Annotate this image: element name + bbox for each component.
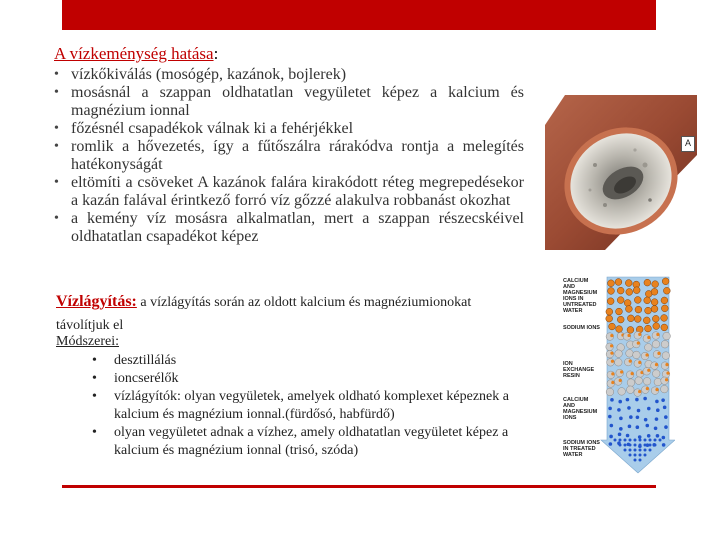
ion-dot [657,352,660,355]
ion-dot [615,279,622,286]
title-suffix: : [213,44,219,63]
ion-dot [608,288,615,295]
ion-dot [639,449,642,452]
ion-dot [649,439,652,442]
ion-dot [619,439,622,442]
ion-dot [629,454,632,457]
ion-dot [635,377,643,385]
ion-dot [663,287,670,294]
ion-dot [654,444,657,447]
ion-dot [610,424,614,428]
ion-dot [661,305,668,312]
ion-dot [606,315,613,322]
list-item: • ioncserélők [92,370,526,388]
ion-dot [644,297,651,304]
ion-dot [644,439,647,442]
ion-dot [625,280,632,287]
ion-dot [662,443,666,447]
ion-dot [651,288,658,295]
ion-dot [655,417,659,421]
bottom-rule [62,485,656,488]
ion-dot [656,333,659,336]
ion-dot [611,372,614,375]
ion-dot [656,408,660,412]
ion-dot [652,281,659,288]
ion-dot [638,435,642,439]
ion-dot [655,388,658,391]
ion-dot [655,363,658,366]
ion-dot [637,341,640,344]
slide-title [54,44,218,64]
ion-dot [609,323,616,330]
header-bar [62,0,656,30]
ion-dot [626,289,633,296]
ion-dot [665,378,668,381]
ion-dot [627,406,631,410]
figure-tag: A [681,136,695,152]
ion-dot [634,316,641,323]
ion-dot [611,360,614,363]
ion-dot [629,444,632,447]
ion-dot [625,306,632,313]
ion-dot [652,370,660,378]
ion-dot [653,323,660,330]
list-item: • mosásnál a szappan oldhatatlan vegyületet képez a kalcium és magnézium ionnal [54,84,524,120]
ion-dot [617,287,624,294]
softening-text: a vízlágyítás során az oldott kalcium és magnéziumionokat [136,295,472,310]
ion-dot [635,398,639,402]
ion-dot [634,439,637,442]
ion-dot [618,433,622,437]
ion-dot [638,390,641,393]
ion-dot [619,427,623,431]
ion-dot [644,418,648,422]
ion-dot [618,388,626,396]
list-item: • olyan vegyületet adnak a vízhez, amely oldhatatlan vegyületet képez a kalcium és magnézium ionnal (trisó, szóda) [92,424,526,460]
ion-dot [619,417,623,421]
ion-dot [647,336,650,339]
ion-dot [615,358,623,366]
list-item: • desztillálás [92,352,526,370]
ion-dot [609,435,613,439]
softening-text-line2: távolítjuk el [56,318,124,333]
ion-dot [627,315,634,322]
ion-dot [626,434,630,438]
ion-dot [656,434,660,438]
ion-dot [617,408,621,412]
ion-dot [634,444,637,447]
ion-dot [626,398,630,402]
ion-dot [654,439,657,442]
ion-dot [615,350,623,358]
softening-label: Vízlágyítás: [56,293,137,310]
ion-dot [643,397,647,401]
ion-dot [661,324,668,331]
resin-label-calcium: CALCIUM AND MAGNESIUM IONS [563,397,598,421]
ion-dot [629,415,633,419]
ion-dot [643,377,651,385]
ion-dot [651,305,658,312]
ion-dot [662,352,670,360]
ion-dot [646,387,649,390]
ion-dot [645,307,652,314]
ion-dot [663,332,671,340]
ion-dot [663,406,667,410]
ion-dot [617,316,624,323]
ion-dot [652,315,659,322]
ion-dot [638,361,641,364]
ion-dot [647,434,651,438]
ion-dot [627,326,634,333]
ion-dot [616,308,623,315]
ion-dot [624,300,631,307]
ion-dot [634,297,641,304]
ion-dot [619,379,622,382]
ion-dot [628,425,632,429]
ion-dot [634,449,637,452]
resin-label-untreated: CALCIUM AND MAGNESIUM IONS IN UNTREATED WATER [563,278,598,314]
methods-label: Módszerei: [56,334,119,349]
ion-dot [618,400,622,404]
ion-dot [629,439,632,442]
ion-dot [620,370,623,373]
ion-dot [614,439,617,442]
ion-dot [627,386,635,394]
ion-dot [629,449,632,452]
ion-dot [662,278,669,285]
ion-dot [617,297,624,304]
ion-dot [638,333,641,336]
ion-dot [606,308,613,315]
list-item: • vízkőkiválás (mosógép, kazánok, bojlerek) [54,66,524,84]
resin-label-treated: SODIUM IONS IN TREATED WATER [563,440,600,458]
ion-dot [608,407,612,411]
ion-dot [662,436,666,440]
ion-dot [661,398,665,402]
ion-dot [616,326,623,333]
ion-dot [610,344,613,347]
ion-dot [645,344,653,352]
ion-dot [611,381,614,384]
list-item: • vízlágyítók: olyan vegyületek, amelyek oldható komplexet képeznek a kalcium és magnézium ionnal.(fürdősó, habfürdő) [92,388,526,424]
pipe-scale-image [545,95,697,250]
ion-dot [654,378,662,386]
methods-list [92,352,526,460]
ion-dot [649,444,652,447]
ion-dot [645,325,652,332]
ion-dot [608,415,612,419]
ion-dot [607,298,614,305]
ion-dot [659,439,662,442]
ion-dot [627,379,635,387]
ion-dot [644,279,651,286]
ion-dot [664,425,668,429]
ion-dot [655,400,659,404]
ion-dot [665,363,668,366]
ion-dot [664,415,668,419]
ion-dot [644,449,647,452]
ion-dot [645,424,649,428]
ion-dot [610,334,613,337]
ion-dot [624,449,627,452]
ion-dot [627,334,630,337]
title-underlined: A vízkeménység hatása [54,44,214,63]
list-item: • a kemény víz mosásra alkalmatlan, mert a szappan részecskéivel oldhatatlan csapadékot képez [54,210,524,246]
ion-dot [624,439,627,442]
ion-dot [649,449,652,452]
ion-dot [636,425,640,429]
list-item: • főzésnél csapadékok válnak ki a fehérjékkel [54,120,524,138]
ion-dot [609,442,613,446]
ion-dot [631,372,634,375]
ion-dot [643,317,650,324]
ion-dot [645,353,648,356]
ion-dot [644,444,647,447]
ion-dot [639,454,642,457]
ion-dot [647,369,650,372]
ion-dot [619,444,622,447]
ion-dot [633,287,640,294]
ion-dot [624,444,627,447]
ion-dot [606,388,614,396]
ion-dot [647,407,651,411]
ion-dot [629,360,632,363]
ion-dot [651,299,658,306]
ion-dot [608,280,615,287]
list-item: • eltömíti a csöveket A kazánok falára kirakódott réteg megrepedésekor a kazán falával érintkező forró víz gőzzé alakulva robbanást okozhat [54,174,524,210]
ion-dot [661,315,668,322]
effects-list [54,66,524,246]
ion-dot [639,444,642,447]
ion-dot [633,351,641,359]
ion-dot [661,340,669,348]
ion-dot [634,459,637,462]
ion-dot [644,454,647,457]
ion-dot [637,409,641,413]
resin-label-sodium: SODIUM IONS [563,325,600,331]
ion-dot [635,306,642,313]
list-item: • romlik a hővezetés, így a fűtőszálra rárakódva rontja a melegítés hatékonyságát [54,138,524,174]
ion-dot [610,352,613,355]
ion-dot [639,459,642,462]
ion-dot [636,415,640,419]
ion-dot [652,340,660,348]
ion-dot [654,427,658,431]
ion-dot [661,385,669,393]
ion-dot [610,398,614,402]
ion-dot [639,439,642,442]
resin-label-resin: ION EXCHANGE RESIN [563,361,595,379]
ion-dot [666,372,669,375]
softening-paragraph [56,294,536,334]
ion-dot [626,350,634,358]
ion-dot [634,454,637,457]
ion-dot [661,297,668,304]
